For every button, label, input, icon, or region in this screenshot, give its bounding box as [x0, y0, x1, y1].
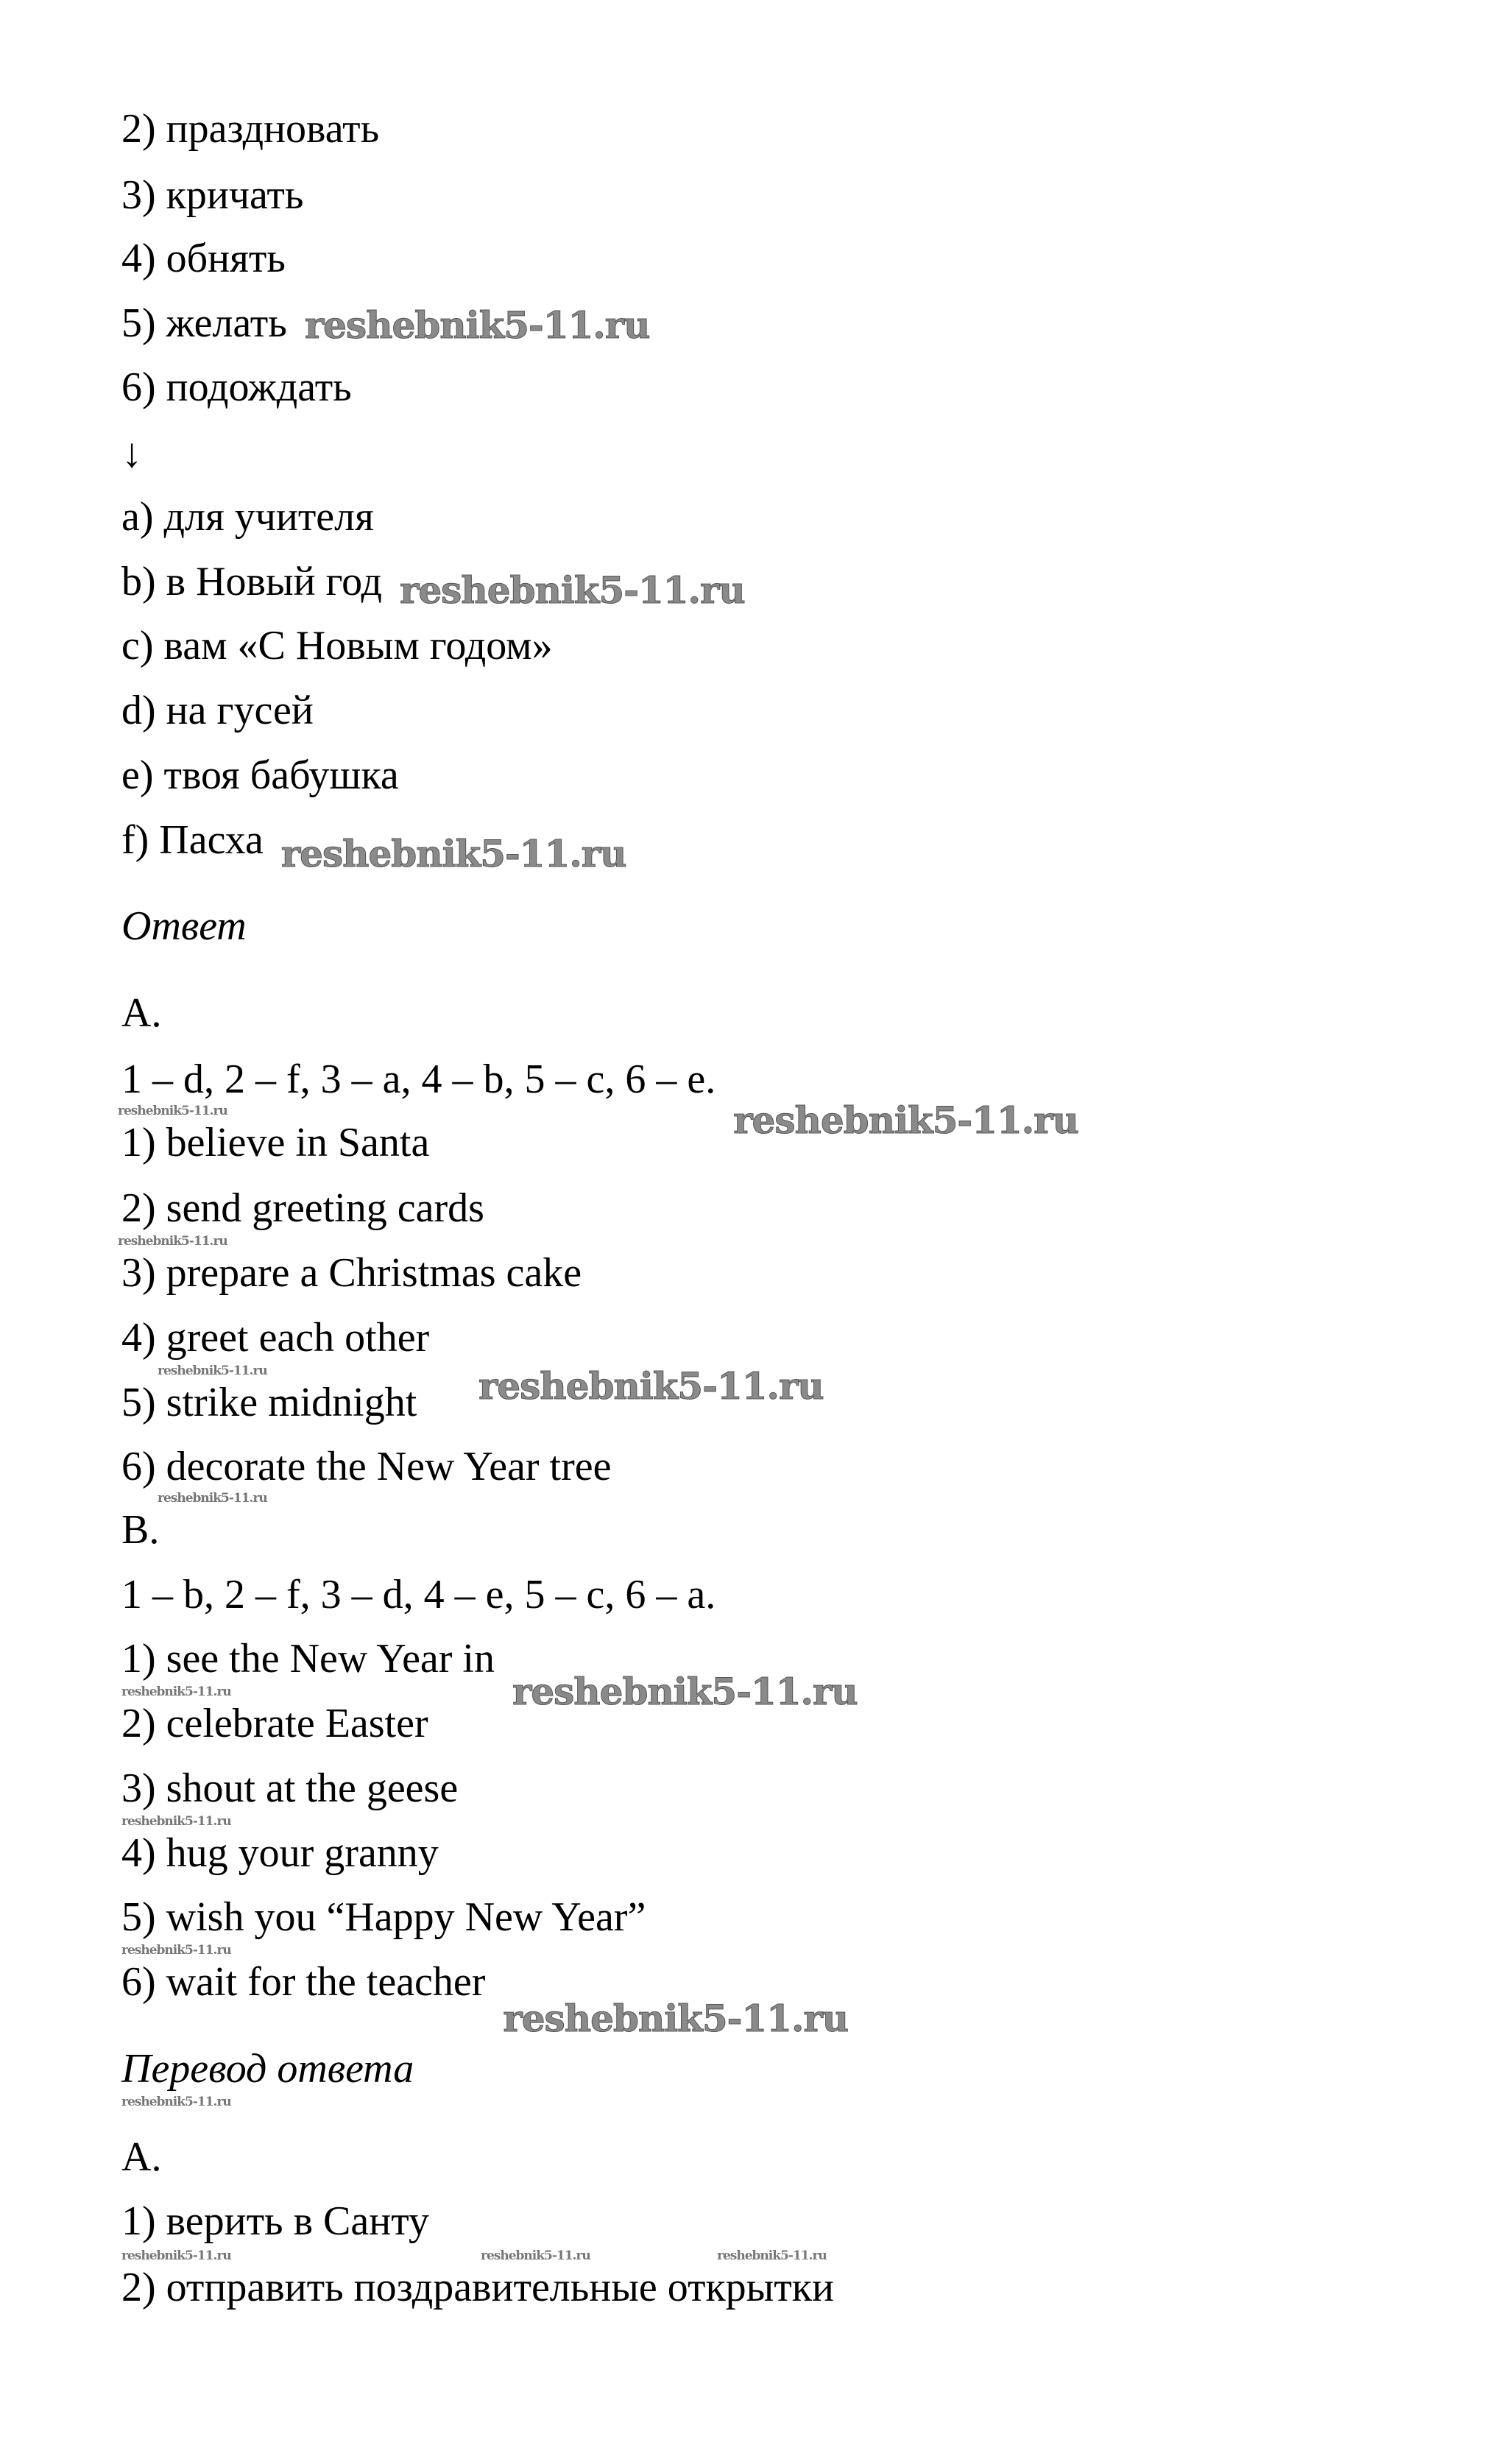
watermark-small: reshebnik5-11.ru [121, 1814, 231, 1829]
text-line: 5) желать [121, 300, 287, 346]
text-line: 6) подождать [121, 364, 352, 410]
watermark-small: reshebnik5-11.ru [481, 2248, 590, 2263]
text-line: ↓ [121, 431, 142, 476]
text-line: 2) send greeting cards [121, 1185, 484, 1231]
watermark-small: reshebnik5-11.ru [158, 1491, 267, 1506]
watermark: reshebnik5-11.ru [512, 1670, 858, 1713]
watermark-small: reshebnik5-11.ru [121, 2248, 231, 2263]
text-line: d) на гусей [121, 688, 314, 733]
text-line: 2) celebrate Easter [121, 1701, 428, 1746]
watermark: reshebnik5-11.ru [400, 568, 745, 612]
watermark: reshebnik5-11.ru [304, 303, 650, 347]
text-line: 1) believe in Santa [121, 1120, 430, 1165]
watermark: reshebnik5-11.ru [478, 1364, 824, 1408]
text-line: b) в Новый год [121, 559, 383, 604]
text-line: 2) отправить поздравительные открытки [121, 2265, 834, 2310]
watermark-small: reshebnik5-11.ru [121, 1943, 231, 1958]
watermark-small: reshebnik5-11.ru [121, 1684, 231, 1699]
text-line: 6) decorate the New Year tree [121, 1444, 612, 1489]
text-line: 1) верить в Санту [121, 2198, 429, 2244]
watermark: reshebnik5-11.ru [503, 1997, 849, 2040]
section-heading: Перевод ответа [121, 2046, 414, 2092]
text-line: c) вам «С Новым годом» [121, 623, 553, 668]
text-line: 4) hug your granny [121, 1830, 439, 1876]
watermark-small: reshebnik5-11.ru [158, 1363, 267, 1378]
text-line: 4) greet each other [121, 1315, 430, 1361]
watermark-small: reshebnik5-11.ru [717, 2248, 827, 2263]
text-line: 5) wish you “Happy New Year” [121, 1894, 646, 1940]
watermark-small: reshebnik5-11.ru [118, 1104, 227, 1118]
text-line: A. [121, 990, 162, 1036]
text-line: 1 – b, 2 – f, 3 – d, 4 – e, 5 – c, 6 – a. [121, 1572, 716, 1617]
watermark-small: reshebnik5-11.ru [121, 2095, 231, 2109]
text-line: 5) strike midnight [121, 1380, 417, 1425]
text-line: 4) обнять [121, 236, 286, 281]
text-line: 1) see the New Year in [121, 1636, 495, 1682]
text-line: f) Пасха [121, 817, 264, 863]
text-line: 3) prepare a Christmas cake [121, 1250, 582, 1296]
watermark: reshebnik5-11.ru [280, 832, 626, 875]
text-line: A. [121, 2134, 162, 2180]
text-line: 6) wait for the teacher [121, 1959, 486, 2005]
text-line: e) твоя бабушка [121, 752, 399, 798]
section-heading: Ответ [121, 903, 247, 949]
watermark-small: reshebnik5-11.ru [118, 1234, 227, 1249]
text-line: 2) праздновать [121, 106, 380, 152]
text-line: a) для учителя [121, 494, 374, 540]
text-line: 1 – d, 2 – f, 3 – a, 4 – b, 5 – c, 6 – e. [121, 1056, 716, 1102]
watermark: reshebnik5-11.ru [733, 1098, 1078, 1142]
text-line: B. [121, 1507, 160, 1553]
text-line: 3) кричать [121, 172, 304, 218]
text-line: 3) shout at the geese [121, 1765, 459, 1811]
